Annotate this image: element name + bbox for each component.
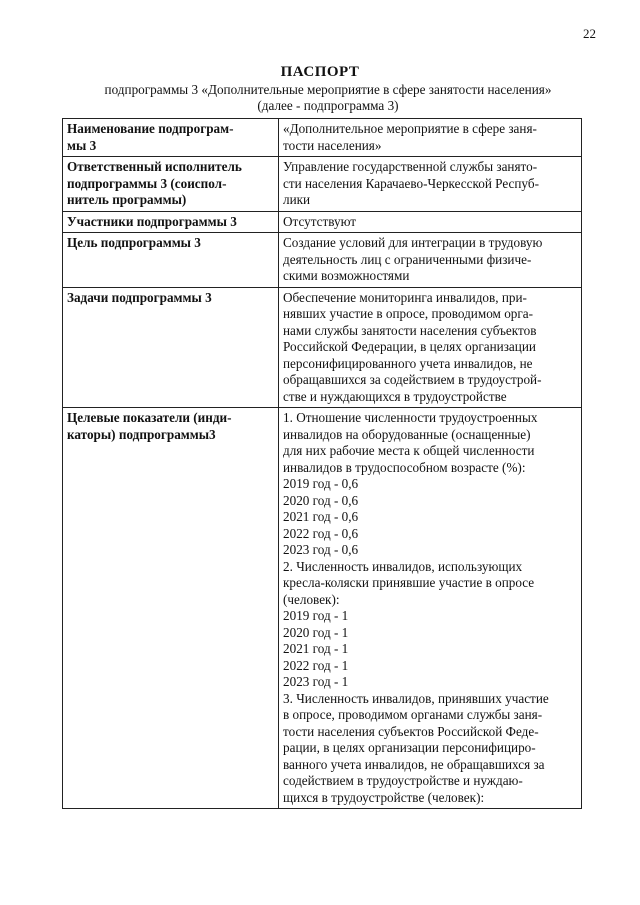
value-line: 2023 год - 1 [283, 674, 349, 689]
label-line: мы 3 [67, 137, 97, 153]
label-line: Целевые показатели (инди- [67, 410, 232, 425]
label-line: нитель программы) [67, 192, 187, 207]
value-line: персонифицированного учета инвалидов, не [283, 355, 533, 371]
value-line: Управление государственной службы занято- [283, 159, 538, 174]
label-line: Участники подпрограммы 3 [67, 213, 237, 229]
value-line: 2021 год - 1 [283, 641, 349, 656]
row-label [63, 408, 279, 809]
row-value [279, 408, 582, 809]
value-line: содействием в трудоустройстве и нуждаю- [283, 773, 523, 788]
value-line: в опросе, проводимом органами службы заня- [283, 707, 543, 722]
table-row [63, 287, 582, 408]
value-line: Российской Федерации, в целях организации [283, 339, 536, 354]
row-label [63, 287, 279, 408]
value-line: (человек): [283, 591, 340, 607]
row-label [63, 211, 279, 233]
row-value [279, 211, 582, 233]
value-line: тости населения» [283, 137, 382, 153]
value-line: Обеспечение мониторинга инвалидов, при- [283, 289, 527, 305]
value-line: кресла-коляски принявшие участие в опросе [283, 575, 535, 590]
value-line: 2019 год - 0,6 [283, 476, 359, 491]
value-line: 1. Отношение численности трудоустроенных [283, 410, 538, 425]
value-line: 2020 год - 0,6 [283, 492, 359, 508]
value-line: рации, в целях организации персонифициро- [283, 740, 536, 755]
value-line: 2023 год - 0,6 [283, 542, 359, 557]
label-line: каторы) подпрограммы3 [67, 426, 216, 442]
value-line: 2022 год - 1 [283, 657, 349, 673]
value-line: лики [283, 192, 311, 207]
value-line: 2021 год - 0,6 [283, 509, 359, 524]
document-title: ПАСПОРТ [280, 64, 360, 80]
row-value [279, 287, 582, 408]
value-line: инвалидов на оборудованные (оснащенные) [283, 426, 531, 442]
page-number: 22 [583, 26, 596, 41]
value-line: нявших участие в опросе, проводимом орга- [283, 306, 534, 321]
row-label [63, 157, 279, 212]
value-line: 2019 год - 1 [283, 608, 349, 623]
label-line: Наименование подпрограм- [67, 121, 234, 136]
value-line: 2020 год - 1 [283, 624, 349, 640]
value-line: 2022 год - 0,6 [283, 525, 359, 541]
value-line: «Дополнительное мероприятие в сфере заня- [283, 121, 537, 136]
table-row [63, 119, 582, 157]
document-subtitle [58, 82, 598, 114]
label-line: Задачи подпрограммы 3 [67, 289, 212, 305]
value-line: Отсутствуют [283, 213, 357, 229]
value-line: ванного учета инвалидов, не обращавшихся за [283, 756, 545, 772]
value-line: Создание условий для интеграции в трудовую [283, 235, 543, 250]
value-line: нами службы занятости населения субъектов [283, 322, 537, 338]
row-value [279, 119, 582, 157]
value-line: стве и нуждающихся в трудоустройстве [283, 388, 507, 404]
label-line: Цель подпрограммы 3 [67, 235, 201, 250]
value-line: 2. Численность инвалидов, использующих [283, 558, 523, 574]
value-line: скими возможностями [283, 268, 410, 283]
value-line: щихся в трудоустройстве (человек): [283, 789, 485, 805]
table-row [63, 211, 582, 233]
value-line: 3. Численность инвалидов, принявших участие [283, 690, 549, 706]
value-line: обращавшихся за содействием в трудоустрой- [283, 372, 542, 387]
value-line: инвалидов в трудоспособном возрасте (%): [283, 459, 526, 475]
subtitle-line: подпрограммы 3 «Дополнительные мероприятие в сфере занятости населения» [104, 82, 552, 97]
row-label [63, 233, 279, 288]
passport-table [62, 118, 582, 809]
table-row [63, 233, 582, 288]
value-line: для них рабочие места к общей численности [283, 443, 535, 458]
row-value [279, 157, 582, 212]
table-row [63, 408, 582, 809]
table-row [63, 157, 582, 212]
label-line: подпрограммы 3 (соиспол- [67, 175, 227, 191]
value-line: деятельность лиц с ограниченными физиче- [283, 251, 532, 267]
row-value [279, 233, 582, 288]
value-line: сти населения Карачаево-Черкесской Респуб- [283, 175, 539, 191]
label-line: Ответственный исполнитель [67, 159, 242, 174]
subtitle-line: (далее - подпрограмма 3) [257, 98, 399, 113]
value-line: тости населения субъектов Российской Феде- [283, 723, 539, 739]
row-label [63, 119, 279, 157]
